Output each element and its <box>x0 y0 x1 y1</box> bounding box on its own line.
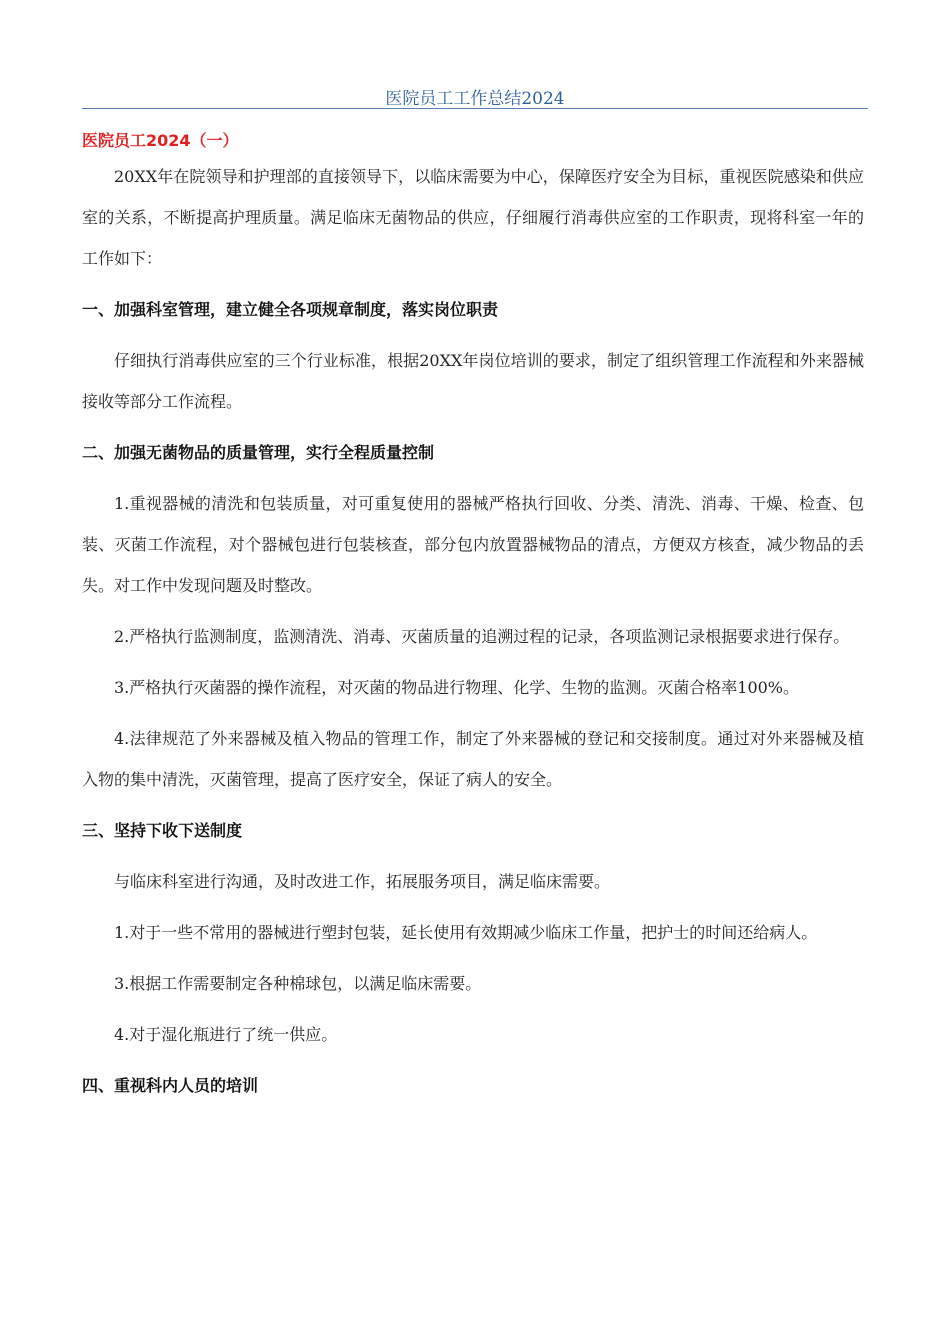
heading: 三、坚持下收下送制度 <box>82 821 243 840</box>
paragraph: 3.严格执行灭菌器的操作流程，对灭菌的物品进行物理、化学、生物的监测。灭菌合格率100%。 <box>114 678 800 697</box>
paragraph: 4.对于湿化瓶进行了统一供应。 <box>114 1025 338 1044</box>
paragraph: 4.法律规范了外来器械及植入物品的管理工作，制定了外来器械的登记和交接制度。通过对外来器械及植入物的集中清洗，灭菌管理，提高了医疗安全，保证了病人的安全。 <box>82 729 864 789</box>
header-divider <box>82 108 868 109</box>
heading: 一、加强科室管理，建立健全各项规章制度，落实岗位职责 <box>82 300 499 319</box>
paragraph: 2.严格执行监测制度，监测清洗、消毒、灭菌质量的追溯过程的记录，各项监测记录根据要求进行保存。 <box>114 627 850 646</box>
paragraph: 仔细执行消毒供应室的三个行业标准，根据20XX年岗位培训的要求，制定了组织管理工作流程和外来器械接收等部分工作流程。 <box>82 351 864 411</box>
paragraph: 20XX年在院领导和护理部的直接领导下，以临床需要为中心，保障医疗安全为目标，重视医院感染和供应室的关系，不断提高护理质量。满足临床无菌物品的供应，仔细履行消毒供应室的工作职责，现将科室一年的工作如下： <box>82 167 864 268</box>
paragraph: 1.重视器械的清洗和包装质量，对可重复使用的器械严格执行回收、分类、清洗、消毒、干燥、检查、包装、灭菌工作流程，对个器械包进行包装核查，部分包内放置器械物品的清点，方便双方核查，减少物品的丢失。对工作中发现问题及时整改。 <box>82 494 864 595</box>
heading: 二、加强无菌物品的质量管理，实行全程质量控制 <box>82 443 435 462</box>
paragraph: 与临床科室进行沟通，及时改进工作，拓展服务项目，满足临床需要。 <box>114 872 611 891</box>
paragraph: 3.根据工作需要制定各种棉球包，以满足临床需要。 <box>114 974 482 993</box>
heading: 四、重视科内人员的培训 <box>82 1076 259 1095</box>
page-header-title: 医院员工工作总结2024 <box>385 89 565 109</box>
paragraph: 1.对于一些不常用的器械进行塑封包装，延长使用有效期减少临床工作量，把护士的时间还给病人。 <box>114 923 818 942</box>
section-title: 医院员工2024（一） <box>82 131 239 150</box>
document-body <box>82 156 864 1116</box>
